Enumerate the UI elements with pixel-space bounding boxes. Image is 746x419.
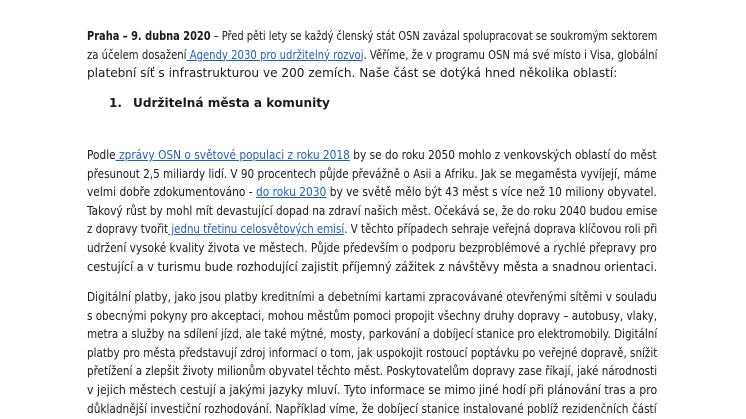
p2-line-3 xyxy=(87,183,657,202)
intro-line-2 xyxy=(87,46,658,65)
intro-paragraph xyxy=(87,27,657,83)
digital-payments-paragraph xyxy=(87,288,657,418)
p3-line: platby pro města představují zdroj informací o tom, jak uspokojit rostoucí poptávku po veřejné dopravě, snížit xyxy=(87,345,658,360)
p3-line: Digitální platby, jako jsou platby kreditními a debetními kartami zpracovávané otevřenými sítěmi v souladu xyxy=(87,290,657,304)
p3-line: metra a služby na sdílení jízd, ale také mýtné, mosty, parkování a dobíjecí stanice pro elektromobily. Digitální xyxy=(87,327,658,342)
population-paragraph xyxy=(87,146,657,276)
p3-line: přetížení a zlepšit životy milionům obyvatel těchto měst. Poskytovatelům dopravy zase říkají, jaké národnosti xyxy=(87,364,658,379)
intro-line-3: platební síť s infrastrukturou ve 200 zemích. Naše část se dotýká hned několika oblastí: xyxy=(87,66,618,81)
p3-line: v jejich městech cestují a jakými jazyky mluví. Tyto informace se mimo jiné hodí při plánování tras a pro xyxy=(87,382,658,397)
global-emissions-link[interactable]: jednu třetinu celosvětových emisí xyxy=(168,222,345,237)
intro-text-3: . Věříme, že v programu OSN má své místo i Visa, globální xyxy=(363,47,658,62)
agenda-2030-link[interactable]: Agendy 2030 pro udržitelný rozvoj xyxy=(186,47,364,62)
by-2030-link[interactable]: do roku 2030 xyxy=(255,185,327,200)
p2-line-5 xyxy=(87,220,658,239)
intro-line-1 xyxy=(87,27,658,46)
p2-text-4: by ve světě mělo být 43 měst s více než 10 miliony obyvatel. xyxy=(326,185,657,200)
p2-text-1: Podle xyxy=(87,148,116,162)
dateline: Praha – 9. dubna 2020 xyxy=(87,29,211,43)
p3-line: důkladnější investiční rozhodování. Například víme, že dobíjecí stanice instalované poblíž rezidenčních částí xyxy=(87,401,657,416)
section-heading xyxy=(109,96,330,110)
p2-text-3: velmi dobře zdokumentováno - xyxy=(87,185,256,200)
p2-line-6: udržení vysoké kvality života ve městech. Půjde především o podporu bezproblémové a rychlé přepravy pro xyxy=(87,240,657,255)
p2-text-2: by se do roku 2050 mohlo z venkovských oblastí do měst xyxy=(349,148,657,162)
intro-text-2: za účelem dosažení xyxy=(87,47,187,62)
p3-line: s obecnými pokyny pro akceptaci, mohou městům pomoci propojit všechny druhy dopravy – autobusy, vlaky, xyxy=(87,308,658,323)
un-population-report-link[interactable]: zprávy OSN o světové populaci z roku 2018 xyxy=(115,148,350,162)
intro-text-1: – Před pěti lety se každý členský stát OSN zavázal spolupracovat se soukromým sektorem xyxy=(210,29,658,43)
p2-line-7: cestující a v turismu bude rozhodující zajistit příjemný zážitek z návštěvy města a snadnou orientaci. xyxy=(87,259,658,274)
p2-line-2: přesunout 2,5 miliardy lidí. V 90 procentech půjde převážně o Asii a Afriku. Jak se megaměsta vyvíjejí, máme xyxy=(87,166,657,181)
section-title: Udržitelná města a komunity xyxy=(133,96,330,110)
section-number: 1. xyxy=(109,96,123,110)
p2-text-5: z dopravy tvořit xyxy=(87,222,169,237)
p2-line-1 xyxy=(87,146,657,165)
p2-line-4: Takový růst by mohl mít devastující dopad na zdraví našich měst. Očekává se, že do roku 2040 budou emise xyxy=(87,203,658,218)
p2-text-6: . V těchto případech sehraje veřejná doprava klíčovou roli při xyxy=(344,222,658,237)
